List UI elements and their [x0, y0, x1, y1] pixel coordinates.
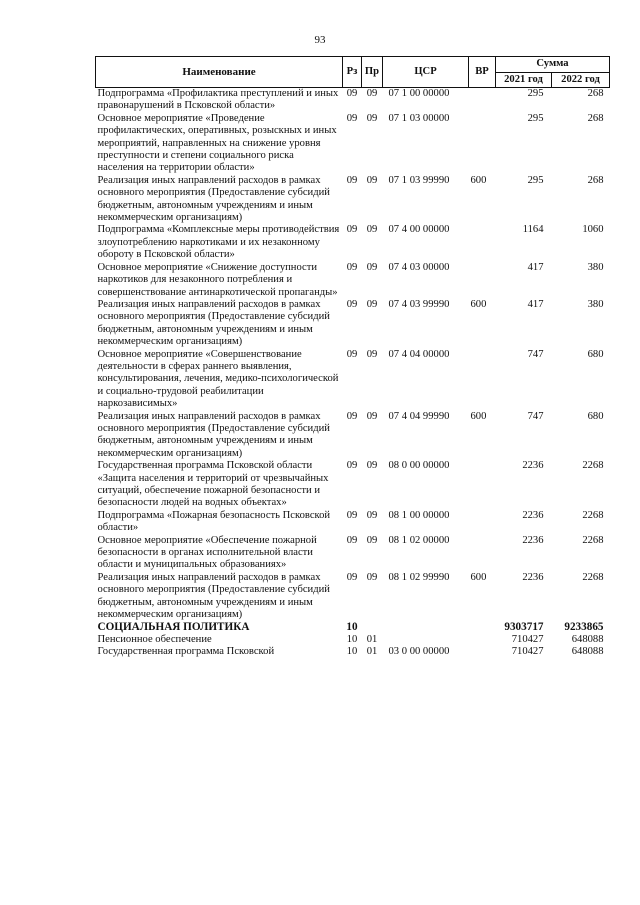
- row-name: Государственная программа Псковской области «Защита населения и территорий от чрезвычайных ситуаций, обеспечение пожарной безопасности и безопасности людей на водных объектах»: [97, 460, 329, 509]
- table-row: [96, 88, 610, 113]
- row-rz: 09: [346, 509, 358, 521]
- budget-table-container: [95, 56, 609, 659]
- row-sum-2021: 295: [527, 112, 544, 124]
- row-sum-2022: 2268: [582, 571, 604, 583]
- row-sum-2022: 380: [587, 261, 604, 273]
- row-name: Подпрограмма «Комплексные меры противодействия злоупотреблению наркотиками и их незаконному обороту в Псковской области»: [97, 224, 340, 261]
- page-number: 93: [314, 34, 326, 46]
- row-name: СОЦИАЛЬНАЯ ПОЛИТИКА: [97, 621, 250, 634]
- row-pr: 09: [366, 509, 378, 521]
- header-name: Наименование: [96, 57, 343, 88]
- row-pr: 09: [366, 112, 378, 124]
- table-row: [96, 224, 610, 261]
- row-vr: [469, 224, 496, 261]
- row-pr: 09: [366, 88, 378, 99]
- row-rz: 09: [346, 88, 358, 99]
- table-row: [96, 460, 610, 510]
- row-csr: 07 4 04 99990: [388, 410, 450, 422]
- budget-table: [95, 56, 610, 659]
- header-vr: ВР: [469, 57, 496, 88]
- row-vr: [469, 634, 496, 646]
- row-csr: 07 4 00 00000: [388, 224, 450, 236]
- row-sum-2022: 2268: [582, 534, 604, 546]
- row-rz: 09: [346, 460, 358, 472]
- table-row: [96, 621, 610, 633]
- row-sum-2022: 268: [587, 112, 604, 124]
- row-csr: 07 4 04 00000: [388, 348, 450, 360]
- row-rz: 10: [346, 633, 358, 645]
- table-body: [96, 88, 610, 659]
- row-vr: [469, 646, 496, 658]
- row-rz: 09: [346, 571, 358, 583]
- row-sum-2021: 710427: [511, 646, 544, 658]
- row-name: Реализация иных направлений расходов в рамках основного мероприятия (Предоставление субсидий бюджетным, автономным учреждениям и иным некоммерческим организациям): [97, 571, 330, 621]
- row-name: Реализация иных направлений расходов в рамках основного мероприятия (Предоставление субсидий бюджетным, автономным учреждениям и иным некоммерческим организациям): [97, 410, 330, 459]
- table-row: [96, 113, 610, 175]
- row-sum-2022: 2268: [582, 460, 604, 472]
- row-name: Государственная программа Псковской: [97, 646, 275, 658]
- row-sum-2021: 417: [527, 261, 544, 273]
- row-sum-2022: 648088: [571, 646, 604, 658]
- row-sum-2022: 2268: [582, 509, 604, 521]
- row-sum-2021: 295: [527, 88, 544, 99]
- table-row: [96, 262, 610, 299]
- row-rz: 10: [346, 621, 358, 634]
- row-sum-2022: 380: [587, 298, 604, 310]
- row-csr: 07 4 03 00000: [388, 261, 450, 273]
- row-name: Основное мероприятие «Проведение профилактических, оперативных, розыскных и иных мероприятий, направленных на снижение уровня преступности и степени социального риска населения на территории области»: [97, 112, 337, 174]
- row-csr: 07 1 00 00000: [388, 88, 450, 99]
- row-rz: 09: [346, 174, 358, 186]
- row-pr: 09: [366, 348, 378, 360]
- row-vr: [469, 621, 496, 633]
- row-sum-2022: 680: [587, 410, 604, 422]
- table-row: [96, 411, 610, 461]
- row-csr: 03 0 00 00000: [388, 646, 450, 658]
- row-name: Подпрограмма «Пожарная безопасность Псковской области»: [97, 509, 331, 534]
- row-pr: 01: [366, 646, 378, 658]
- row-vr: [469, 535, 496, 572]
- row-sum-2021: 747: [527, 410, 544, 422]
- row-sum-2022: 268: [587, 174, 604, 186]
- header-rz: Рз: [343, 57, 362, 88]
- row-pr: 09: [366, 261, 378, 273]
- header-year-2021: 2021 год: [496, 72, 552, 88]
- row-pr: 09: [366, 298, 378, 310]
- row-sum-2022: 268: [587, 88, 604, 99]
- row-pr: 09: [366, 224, 378, 236]
- table-header: [96, 57, 610, 88]
- row-name: Пенсионное обеспечение: [97, 633, 212, 645]
- header-year-2022: 2022 год: [552, 72, 610, 88]
- row-sum-2022: 648088: [571, 633, 604, 645]
- row-name: Реализация иных направлений расходов в рамках основного мероприятия (Предоставление субсидий бюджетным, автономным учреждениям и иным некоммерческим организациям): [97, 298, 330, 348]
- row-csr: [383, 621, 469, 633]
- row-rz: 09: [346, 348, 358, 360]
- row-sum-2021: 747: [527, 348, 544, 360]
- row-pr: 09: [366, 410, 378, 422]
- row-name: Основное мероприятие «Снижение доступности наркотиков для незаконного потребления и совершенствование антинаркотической пропаганды»: [97, 261, 338, 298]
- table-row: [96, 535, 610, 572]
- row-sum-2022: 9233865: [564, 621, 604, 634]
- table-row: [96, 572, 610, 622]
- row-vr: [469, 262, 496, 299]
- row-rz: 09: [346, 534, 358, 546]
- row-sum-2021: 710427: [511, 633, 544, 645]
- row-pr: 09: [366, 534, 378, 546]
- table-row: [96, 510, 610, 535]
- row-vr: 600: [470, 298, 487, 310]
- row-vr: [469, 88, 496, 113]
- row-rz: 09: [346, 298, 358, 310]
- table-row: [96, 634, 610, 646]
- row-pr: 09: [366, 571, 378, 583]
- row-name: Реализация иных направлений расходов в рамках основного мероприятия (Предоставление субсидий бюджетным, автономным учреждениям и иным некоммерческим организациям): [97, 174, 330, 224]
- header-csr: ЦСР: [383, 57, 469, 88]
- row-vr: 600: [470, 174, 487, 186]
- row-vr: [469, 113, 496, 175]
- row-pr: 09: [366, 460, 378, 472]
- row-name: Основное мероприятие «Обеспечение пожарной безопасности в органах исполнительной власти области и муниципальных образованиях»: [97, 534, 317, 571]
- row-pr: [362, 621, 383, 633]
- row-csr: 08 1 02 99990: [388, 571, 450, 583]
- row-sum-2022: 1060: [582, 224, 604, 236]
- row-vr: [469, 349, 496, 411]
- row-rz: 10: [346, 646, 358, 658]
- row-csr: 07 4 03 99990: [388, 298, 450, 310]
- row-csr: 07 1 03 00000: [388, 112, 450, 124]
- row-sum-2021: 295: [527, 174, 544, 186]
- row-csr: 08 1 00 00000: [388, 509, 450, 521]
- row-name: Подпрограмма «Профилактика преступлений и иных правонарушений в Псковской области»: [97, 88, 339, 112]
- row-rz: 09: [346, 112, 358, 124]
- row-csr: 07 1 03 99990: [388, 174, 450, 186]
- row-vr: 600: [470, 410, 487, 422]
- row-sum-2022: 680: [587, 348, 604, 360]
- row-rz: 09: [346, 261, 358, 273]
- header-sum: Сумма: [496, 57, 610, 73]
- row-name: Основное мероприятие «Совершенствование деятельности в сферах раннего выявления, консультирования, лечения, медико-психологической и социально-трудовой реабилитации наркозависимых»: [97, 348, 339, 410]
- row-rz: 09: [346, 410, 358, 422]
- row-pr: 09: [366, 174, 378, 186]
- row-csr: 08 0 00 00000: [388, 460, 450, 472]
- row-vr: 600: [470, 571, 487, 583]
- row-csr: [383, 634, 469, 646]
- row-sum-2021: 1164: [522, 224, 544, 236]
- table-row: [96, 349, 610, 411]
- row-rz: 09: [346, 224, 358, 236]
- row-sum-2021: 417: [527, 298, 544, 310]
- row-pr: 01: [366, 633, 378, 645]
- row-sum-2021: 2236: [522, 534, 544, 546]
- table-row: [96, 646, 610, 658]
- row-sum-2021: 2236: [522, 509, 544, 521]
- row-vr: [469, 510, 496, 535]
- row-sum-2021: 2236: [522, 571, 544, 583]
- table-row: [96, 299, 610, 349]
- header-pr: Пр: [362, 57, 383, 88]
- row-csr: 08 1 02 00000: [388, 534, 450, 546]
- row-sum-2021: 9303717: [504, 621, 544, 634]
- row-vr: [469, 460, 496, 510]
- table-row: [96, 175, 610, 225]
- row-sum-2021: 2236: [522, 460, 544, 472]
